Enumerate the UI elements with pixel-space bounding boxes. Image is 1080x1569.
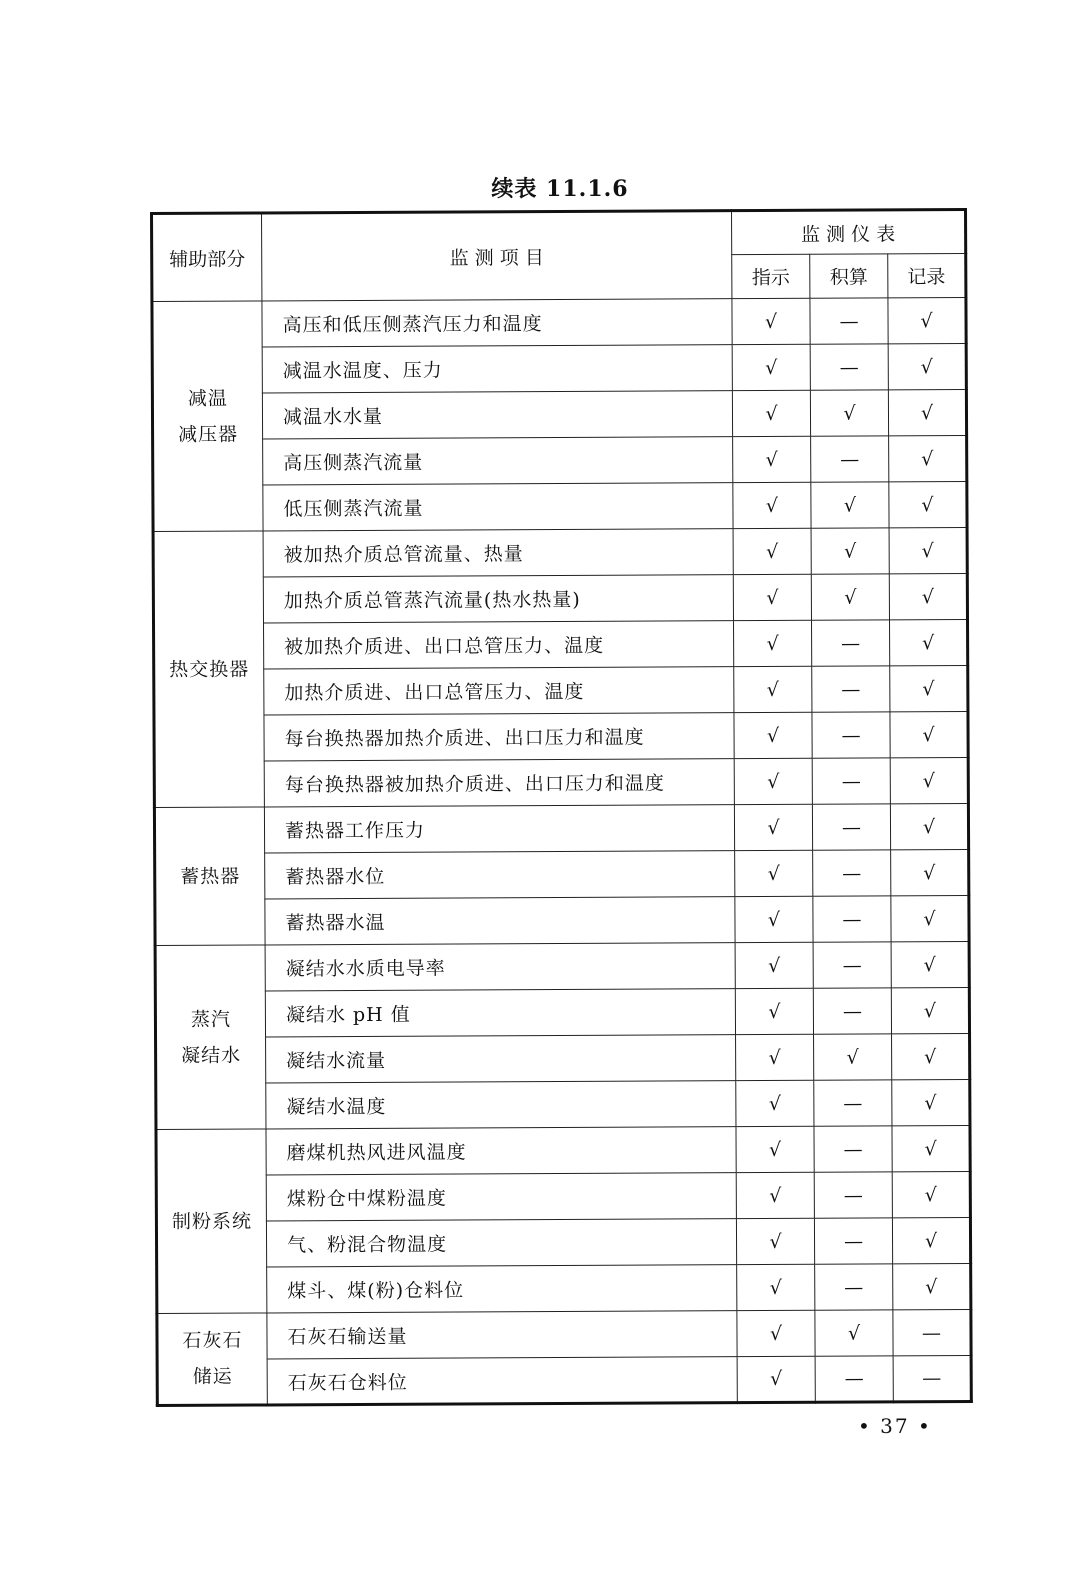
indicate-mark: √ (732, 298, 810, 344)
integrate-mark: — (815, 1264, 893, 1310)
monitoring-item-cell: 煤粉仓中煤粉温度 (266, 1173, 736, 1221)
integrate-mark: — (812, 666, 890, 712)
monitoring-table (150, 208, 973, 1407)
monitoring-item-cell: 凝结水水质电导率 (265, 943, 735, 991)
auxiliary-part-name: 储运 (192, 1365, 233, 1388)
monitoring-item-cell: 每台换热器被加热介质进、出口压力和温度 (264, 759, 734, 807)
table-row (155, 988, 969, 1038)
record-mark: √ (891, 988, 969, 1034)
indicate-mark: √ (736, 1034, 814, 1080)
record-mark: √ (892, 1172, 970, 1218)
record-mark: √ (892, 1218, 970, 1264)
record-mark: √ (892, 1034, 970, 1080)
auxiliary-part-name: 热交换器 (169, 658, 250, 681)
table-row (155, 942, 969, 992)
table-row (152, 390, 966, 440)
record-mark: √ (888, 344, 966, 390)
table-row (156, 1034, 970, 1084)
integrate-mark: √ (811, 528, 889, 574)
record-mark: √ (891, 942, 969, 988)
integrate-mark: — (813, 896, 891, 942)
indicate-mark: √ (735, 850, 813, 896)
page-number: • 37 • (858, 1414, 932, 1438)
table-row (157, 1310, 971, 1360)
indicate-mark: √ (736, 1080, 814, 1126)
integrate-mark: √ (811, 482, 889, 528)
table-row (154, 804, 968, 854)
monitoring-item-cell: 低压侧蒸汽流量 (263, 483, 733, 531)
header-record: 记录 (888, 254, 966, 298)
table-row (156, 1080, 970, 1130)
table-row (152, 298, 966, 348)
record-mark: √ (890, 712, 968, 758)
table-row (154, 758, 968, 808)
indicate-mark: √ (737, 1264, 815, 1310)
table-body (152, 298, 971, 1406)
record-mark: √ (891, 850, 969, 896)
table-row (153, 482, 967, 532)
indicate-mark: √ (737, 1356, 815, 1402)
indicate-mark: √ (734, 620, 812, 666)
table-row (152, 344, 966, 394)
table-row (157, 1264, 971, 1314)
record-mark: √ (888, 298, 966, 344)
record-mark: — (893, 1310, 971, 1356)
indicate-mark: √ (733, 482, 811, 528)
integrate-mark: √ (811, 574, 889, 620)
indicate-mark: √ (733, 528, 811, 574)
integrate-mark: — (814, 1218, 892, 1264)
record-mark: √ (890, 758, 968, 804)
table-row (155, 850, 969, 900)
indicate-mark: √ (737, 1310, 815, 1356)
record-mark: √ (890, 804, 968, 850)
record-mark: √ (888, 390, 966, 436)
record-mark: — (893, 1356, 971, 1402)
monitoring-item-cell: 加热介质总管蒸汽流量(热水热量) (263, 575, 733, 623)
table-row (157, 1356, 971, 1406)
indicate-mark: √ (734, 712, 812, 758)
integrate-mark: — (814, 1172, 892, 1218)
table-row (153, 574, 967, 624)
table-caption: 续表 11.1.6 (491, 176, 629, 202)
monitoring-item-cell: 凝结水温度 (266, 1081, 736, 1129)
monitoring-item-cell: 凝结水 pH 值 (265, 989, 735, 1037)
table-row (154, 620, 968, 670)
integrate-mark: — (810, 298, 888, 344)
auxiliary-part-cell (152, 301, 263, 532)
auxiliary-part-name: 蓄热器 (180, 865, 241, 888)
integrate-mark: √ (815, 1310, 893, 1356)
integrate-mark: — (814, 1126, 892, 1172)
auxiliary-part-name: 蒸汽 (190, 1008, 231, 1031)
auxiliary-part-cell (155, 945, 266, 1130)
record-mark: √ (889, 574, 967, 620)
integrate-mark: — (813, 988, 891, 1034)
record-mark: √ (890, 666, 968, 712)
auxiliary-part-name: 石灰石 (182, 1329, 243, 1352)
monitoring-item-cell: 每台换热器加热介质进、出口压力和温度 (264, 713, 734, 761)
integrate-mark: — (813, 850, 891, 896)
table-row (154, 712, 968, 762)
header-integrate: 积算 (810, 254, 888, 298)
auxiliary-part-cell (156, 1129, 267, 1314)
monitoring-item-cell: 气、粉混合物温度 (266, 1219, 736, 1267)
integrate-mark: — (812, 758, 890, 804)
integrate-mark: √ (810, 390, 888, 436)
integrate-mark: √ (814, 1034, 892, 1080)
record-mark: √ (889, 436, 967, 482)
indicate-mark: √ (736, 1126, 814, 1172)
auxiliary-part-cell (157, 1313, 267, 1406)
integrate-mark: — (812, 804, 890, 850)
record-mark: √ (891, 896, 969, 942)
monitoring-item-cell: 减温水水量 (262, 391, 732, 439)
monitoring-item-cell: 凝结水流量 (266, 1035, 736, 1083)
table-row (155, 896, 969, 946)
record-mark: √ (890, 620, 968, 666)
header-monitoring-instruments: 监 测 仪 表 (732, 210, 966, 255)
monitoring-item-cell: 石灰石仓料位 (267, 1357, 737, 1405)
auxiliary-part-cell (154, 807, 265, 946)
monitoring-item-cell: 蓄热器水位 (265, 851, 735, 899)
monitoring-item-cell: 高压侧蒸汽流量 (263, 437, 733, 485)
integrate-mark: — (813, 942, 891, 988)
table-row (156, 1218, 970, 1268)
indicate-mark: √ (734, 804, 812, 850)
indicate-mark: √ (735, 988, 813, 1034)
table-row (156, 1172, 970, 1222)
integrate-mark: — (814, 1080, 892, 1126)
monitoring-item-cell: 蓄热器工作压力 (264, 805, 734, 853)
header-monitoring-item: 监 测 项 目 (262, 211, 732, 301)
monitoring-item-cell: 磨煤机热风进风温度 (266, 1127, 736, 1175)
auxiliary-part-cell (153, 531, 264, 808)
indicate-mark: √ (733, 574, 811, 620)
monitoring-item-cell: 蓄热器水温 (265, 897, 735, 945)
auxiliary-part-name: 减温 (187, 387, 228, 410)
record-mark: √ (893, 1264, 971, 1310)
table-row (153, 528, 967, 578)
monitoring-item-cell: 高压和低压侧蒸汽压力和温度 (262, 299, 732, 347)
integrate-mark: — (812, 620, 890, 666)
table-row (154, 666, 968, 716)
header-indicate: 指示 (732, 254, 810, 298)
monitoring-item-cell: 煤斗、煤(粉)仓料位 (267, 1265, 737, 1313)
indicate-mark: √ (735, 942, 813, 988)
indicate-mark: √ (735, 896, 813, 942)
monitoring-item-cell: 减温水温度、压力 (262, 345, 732, 393)
integrate-mark: — (810, 344, 888, 390)
monitoring-item-cell: 被加热介质总管流量、热量 (263, 529, 733, 577)
header-auxiliary-part: 辅助部分 (152, 213, 262, 302)
auxiliary-part-name: 凝结水 (181, 1044, 242, 1067)
indicate-mark: √ (736, 1172, 814, 1218)
record-mark: √ (889, 482, 967, 528)
indicate-mark: √ (732, 390, 810, 436)
record-mark: √ (892, 1126, 970, 1172)
monitoring-item-cell: 被加热介质进、出口总管压力、温度 (264, 621, 734, 669)
integrate-mark: — (811, 436, 889, 482)
record-mark: √ (889, 528, 967, 574)
table-row (156, 1126, 970, 1176)
indicate-mark: √ (736, 1218, 814, 1264)
record-mark: √ (892, 1080, 970, 1126)
integrate-mark: — (812, 712, 890, 758)
indicate-mark: √ (734, 666, 812, 712)
table-row (153, 436, 967, 486)
integrate-mark: — (815, 1356, 893, 1402)
monitoring-item-cell: 加热介质进、出口总管压力、温度 (264, 667, 734, 715)
monitoring-item-cell: 石灰石输送量 (267, 1311, 737, 1359)
auxiliary-part-name: 制粉系统 (171, 1210, 252, 1233)
indicate-mark: √ (734, 758, 812, 804)
indicate-mark: √ (732, 344, 810, 390)
auxiliary-part-name: 减压器 (178, 423, 239, 446)
indicate-mark: √ (733, 436, 811, 482)
